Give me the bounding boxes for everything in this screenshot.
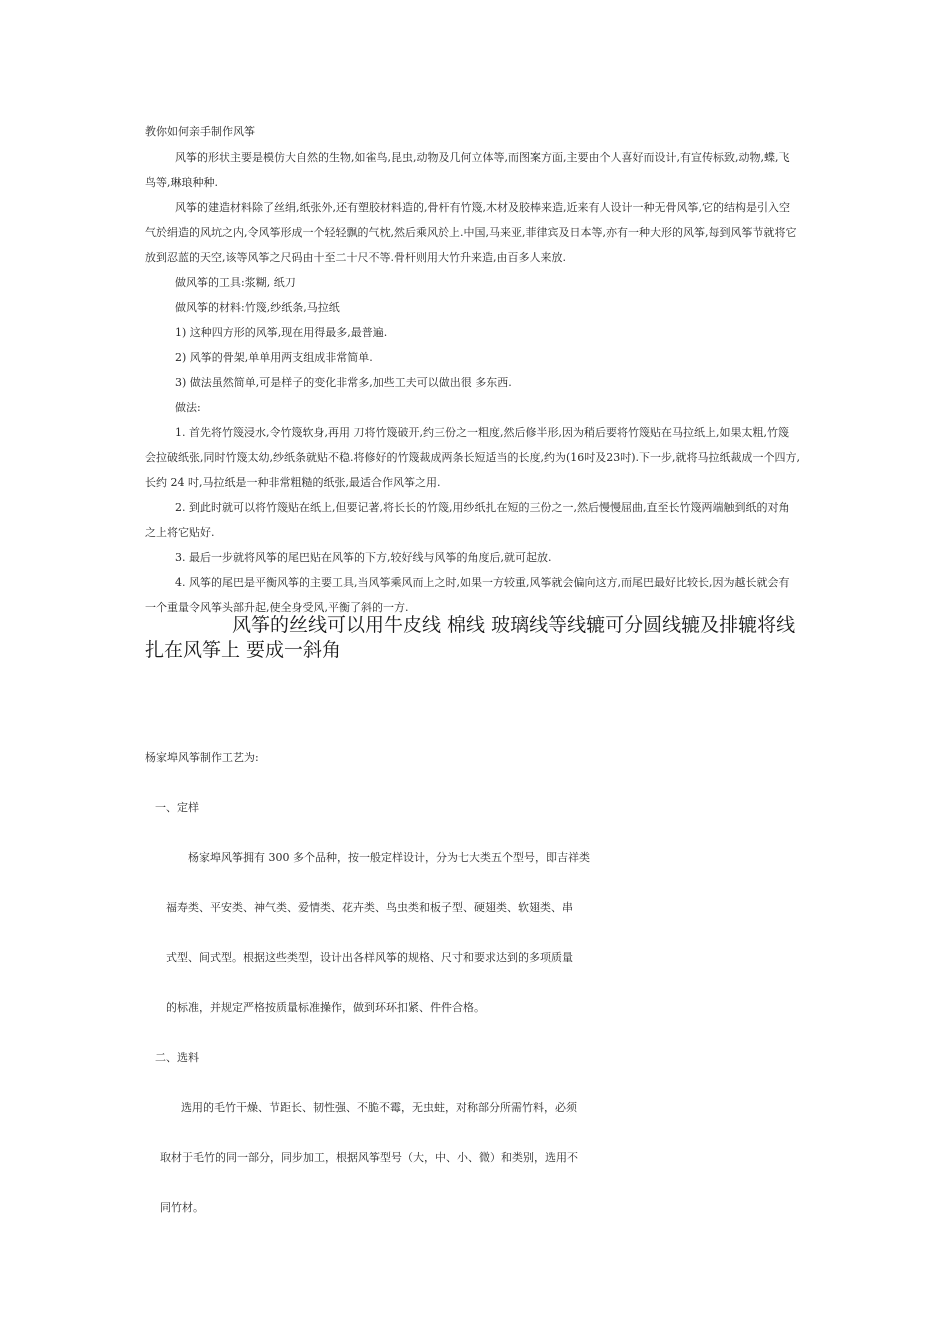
method-label: 做法: xyxy=(175,401,201,414)
section-heading: 杨家埠风筝制作工艺为: xyxy=(145,751,259,764)
section-title: 一、定样 xyxy=(155,801,199,814)
section-line: 福寿类、平安类、神气类、爱情类、花卉类、鸟虫类和板子型、硬翅类、软翅类、串 xyxy=(166,901,573,914)
list-item: 3) 做法虽然简单,可是样子的变化非常多,加些工夫可以做出很 多东西. xyxy=(175,376,512,389)
doc-title: 教你如何亲手制作风筝 xyxy=(145,125,255,138)
paragraph-line: 鸟等,琳琅种种. xyxy=(145,176,218,189)
section-line: 式型、间式型。根据这些类型，设计出各样风筝的规格、尺寸和要求达到的多项质量 xyxy=(166,951,573,964)
materials-line: 做风筝的材料:竹篾,纱纸条,马拉纸 xyxy=(175,301,340,314)
list-item: 2) 风筝的骨架,单单用两支组成非常简单. xyxy=(175,351,373,364)
step-line: 2. 到此时就可以将竹篾贴在纸上,但要记著,将长长的竹篾,用纱纸扎在短的三份之一,然后慢慢屈曲,直至长竹篾两端触到纸的对角 xyxy=(175,501,790,514)
paragraph-line: 气於绢造的风坑之内,令风筝形成一个轻轻飘的气枕,然后乘风於上.中国,马来亚,菲律宾及日本等,亦有一种大形的风筝,每到风筝节就将它 xyxy=(145,226,797,239)
list-item: 1) 这种四方形的风筝,现在用得最多,最普遍. xyxy=(175,326,388,339)
section-line: 同竹材。 xyxy=(160,1201,204,1214)
section-title: 二、选料 xyxy=(155,1051,199,1064)
paragraph-line: 放到忍蓝的天空,该等风筝之尺码由十至二十尺不等.骨杆则用大竹升来造,由百多人来放. xyxy=(145,251,566,264)
paragraph-line: 风筝的建造材料除了丝绢,纸张外,还有塑胶材料造的,骨杆有竹篾,木材及胶棒来造,近来有人设计一种无骨风筝,它的结构是引入空 xyxy=(175,201,790,214)
step-line: 之上将它贴好. xyxy=(145,526,215,539)
section-line: 的标准，并规定严格按质量标准操作，做到环环扣紧、件件合格。 xyxy=(166,1001,485,1014)
tools-line: 做风筝的工具:浆糊, 纸刀 xyxy=(175,276,296,289)
section-line: 杨家埠风筝拥有 300 多个品种，按一般定样设计，分为七大类五个型号，即吉祥类 xyxy=(188,851,590,864)
step-line: 会拉破纸张,同时竹篾太幼,纱纸条就贴不稳.将修好的竹篾裁成两条长短适当的长度,约为(16吋及23吋).下一步,就将马拉纸裁成一个四方, xyxy=(145,451,801,464)
step-line: 4. 风筝的尾巴是平衡风筝的主要工具,当风筝乘风而上之时,如果一方较重,风筝就会偏向这方,而尾巴最好比较长,因为越长就会有 xyxy=(175,576,790,589)
step-line: 一个重量令风筝头部升起,使全身受风,平衡了斜的一方. xyxy=(145,601,409,614)
step-line: 3. 最后一步就将风筝的尾巴贴在风筝的下方,较好线与风筝的角度后,就可起放. xyxy=(175,551,552,564)
section-line: 取材于毛竹的同一部分，同步加工，根据风筝型号（大，中、小、微）和类别，选用不 xyxy=(160,1151,578,1164)
large-text-line: 扎在风筝上 要成一斜角 xyxy=(145,639,342,661)
paragraph-line: 风筝的形状主要是模仿大自然的生物,如雀鸟,昆虫,动物及几何立体等,而图案方面,主要由个人喜好而设计,有宣传标致,动物,蝶,飞 xyxy=(175,151,790,164)
step-line: 1. 首先将竹篾浸水,令竹篾软身,再用 刀将竹篾破开,约三份之一粗度,然后修半形,因为稍后要将竹篾贴在马拉纸上,如果太粗,竹篾 xyxy=(175,426,789,439)
large-text-line: 风筝的丝线可以用牛皮线 棉线 玻璃线等线辘可分圆线辘及排辘将线 xyxy=(232,614,796,636)
section-line: 选用的毛竹干燥、节距长、韧性强、不脆不霉，无虫蛀，对称部分所需竹料，必须 xyxy=(181,1101,577,1114)
step-line: 长约 24 吋,马拉纸是一种非常粗糙的纸张,最适合作风筝之用. xyxy=(145,476,441,489)
